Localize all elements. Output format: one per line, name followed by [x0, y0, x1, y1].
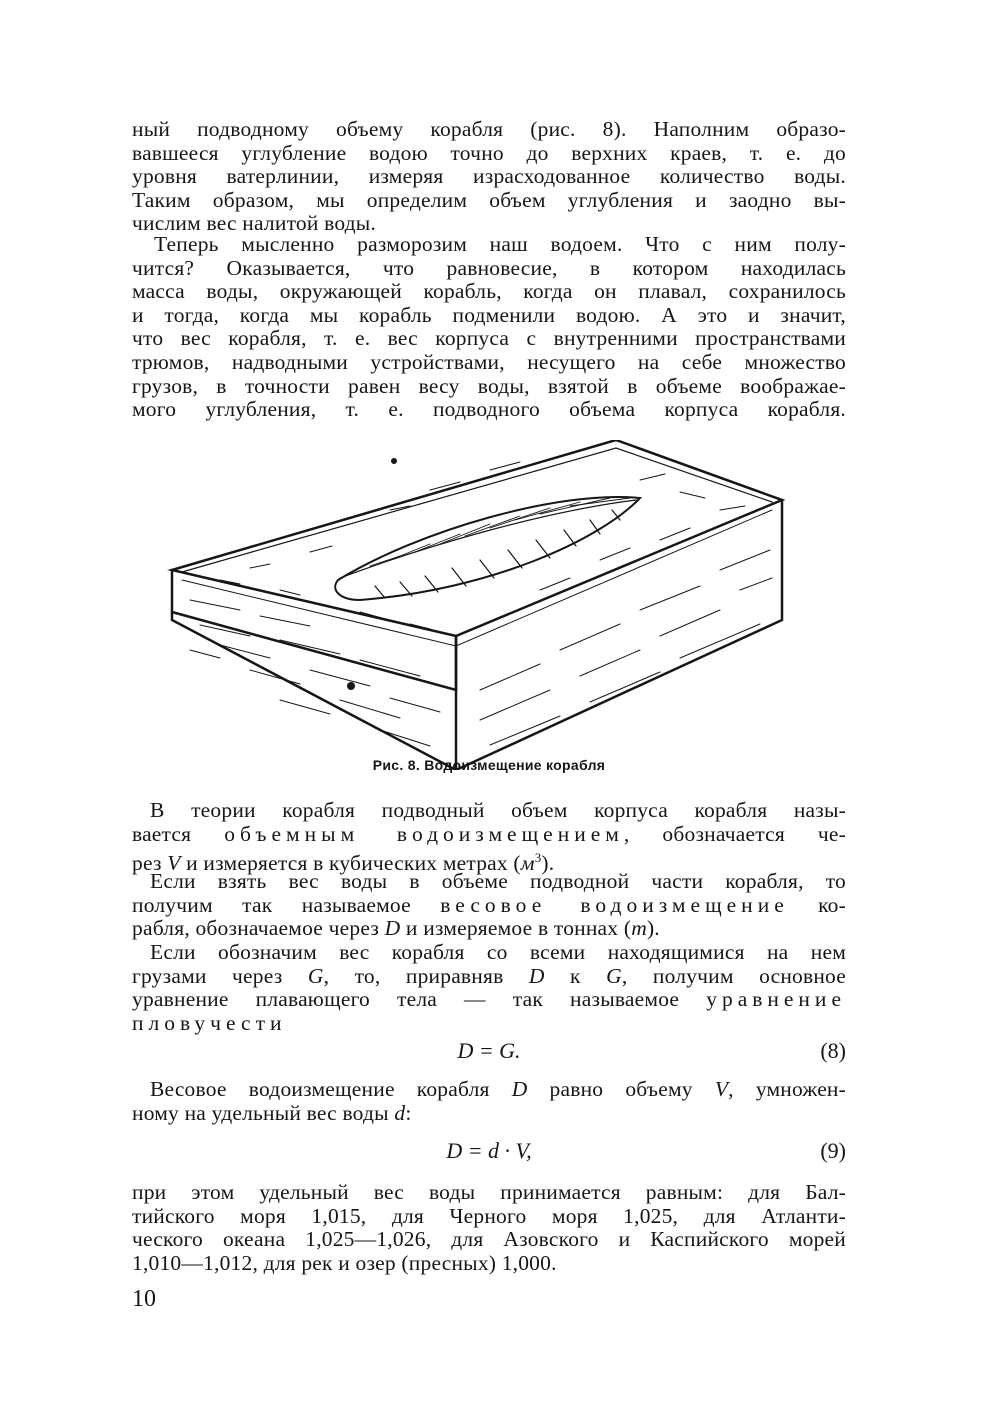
formula-expression: D = G.: [457, 1038, 521, 1063]
paragraph-6: [132, 1078, 846, 1125]
formula-number: (9): [820, 1138, 846, 1163]
text-line: [132, 1012, 846, 1036]
formula-number: (8): [820, 1038, 846, 1063]
variable-g: G: [606, 963, 622, 988]
text-line: Если взять вес воды в объеме подводной части корабля, то: [150, 869, 846, 893]
text-line: вавшееся углубление водою точно до верхних краев, т. е. до: [132, 140, 846, 165]
variable-small-d: d: [394, 1100, 406, 1125]
text-line: трюмов, надводными устройствами, несущего на себе множество: [132, 349, 846, 374]
variable-g: G: [307, 963, 324, 988]
formula-expression: D = d · V,: [446, 1138, 532, 1163]
paragraph-3: [132, 799, 846, 876]
text-line: грузов, в точности равен весу воды, взятой в объеме воображае-: [132, 373, 846, 398]
text-line: 1,010—1,012, для рек и озер (пресных) 1,000.: [132, 1250, 557, 1275]
term-volumetric-displacement: объемным водоизмещением: [224, 821, 624, 846]
paragraph-1: [132, 118, 846, 236]
text-run: и измеряемое в тоннах (: [400, 916, 632, 941]
text-line: Если обозначим вес корабля со всеми находящимися на нем: [150, 940, 846, 964]
figure-caption: Рис. 8. Водоизмещение корабля: [372, 757, 606, 773]
text-run: вается: [132, 821, 225, 846]
text-line: мого углубления, т. е. подводного объема корпуса корабля.: [132, 397, 846, 422]
text-line: [132, 1102, 846, 1126]
text-line: чится? Оказывается, что равновесие, в котором находилась: [132, 255, 846, 280]
text-line: [132, 917, 846, 941]
text-line: [132, 965, 846, 989]
variable-d: D: [511, 1077, 528, 1101]
text-run: :: [405, 1100, 412, 1125]
text-line: ный подводному объему корабля (рис. 8). Наполним образо-: [132, 117, 846, 141]
text-line: масса воды, окружающей корабль, когда он плавал, сохранилось: [132, 279, 846, 304]
text-run: равно объему: [527, 1077, 715, 1101]
text-run: , получим основное: [621, 963, 846, 988]
unit-m: м: [520, 851, 535, 876]
text-run: ).: [541, 851, 555, 876]
page-number: 10: [132, 1286, 156, 1312]
variable-v: V: [167, 851, 181, 876]
variable-v: V: [714, 1077, 729, 1101]
text-line: уровня ватерлинии, измеряя израсходованное количество воды.: [132, 164, 846, 189]
paragraph-2: [132, 233, 846, 422]
text-run: и измеряется в кубических метрах (: [180, 851, 521, 876]
text-run: ко-: [788, 892, 846, 917]
text-run: , то, приравняв: [323, 963, 529, 988]
text-line: тийского моря 1,015, для Черного моря 1,025, для Атланти-: [132, 1203, 846, 1228]
text-line: при этом удельный вес воды принимается равным: для Бал-: [132, 1180, 846, 1204]
text-line: Теперь мысленно разморозим наш водоем. Что с ним полу-: [154, 232, 846, 256]
text-run: ).: [646, 916, 660, 941]
text-line: [132, 1078, 846, 1102]
unit-exponent: 3: [534, 850, 542, 866]
variable-d: D: [384, 916, 401, 941]
text-line: числим вес налитой воды.: [132, 211, 377, 236]
paragraph-7: [132, 1181, 846, 1275]
text-run: грузами через: [132, 963, 308, 988]
text-run: получим так называемое: [132, 892, 441, 917]
variable-d: D: [528, 963, 545, 988]
text-run: рабля, обозначаемое через: [132, 916, 385, 941]
text-line: ческого океана 1,025—1,026, для Азовского и Каспийского морей: [132, 1227, 846, 1252]
text-run: , обозначается че-: [623, 821, 846, 846]
text-run: , умножен-: [728, 1077, 847, 1101]
term-weight-displacement: весовое водоизмещение: [440, 892, 789, 917]
text-line: и тогда, когда мы корабль подменили водою. А это и значит,: [132, 302, 846, 327]
unit-t: т: [631, 916, 647, 941]
text-run: Весовое водоизмещение корабля: [150, 1077, 512, 1101]
paragraph-5: [132, 941, 846, 1035]
text-line: Таким образом, мы определим объем углубления и заодно вы-: [132, 187, 846, 212]
ship-displacement-illustration: [160, 440, 800, 770]
text-run: рез: [132, 851, 168, 876]
text-line: что вес корабля, т. е. вес корпуса с внутренними пространствами: [132, 326, 846, 351]
text-run: уравнение плавающего тела — так называемое: [132, 987, 707, 1012]
text-line: [132, 988, 846, 1012]
text-line: В теории корабля подводный объем корпуса корабля назы-: [150, 798, 846, 822]
text-run: к: [544, 963, 607, 988]
text-line: [132, 823, 846, 847]
text-line: [132, 894, 846, 918]
text-run: ному на удельный вес воды: [132, 1100, 395, 1125]
paragraph-4: [132, 870, 846, 941]
term-buoyancy-equation: уравнение: [706, 987, 846, 1012]
term-buoyancy: пловучести: [132, 1010, 287, 1035]
